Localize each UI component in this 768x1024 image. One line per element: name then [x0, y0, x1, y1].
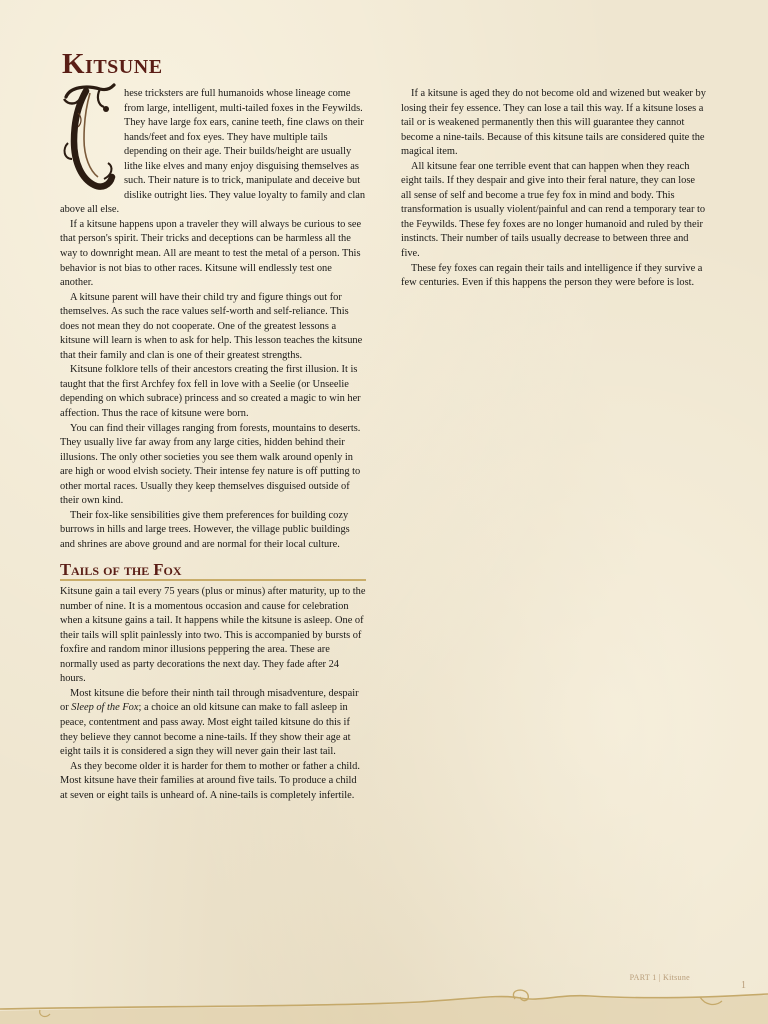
text-run: Most kitsune die before their ninth tail through misadventure, despair or [60, 687, 359, 714]
body-paragraph [60, 687, 366, 760]
page-title: Kitsune [62, 48, 163, 80]
body-paragraph: As they become older it is harder for them to mother or father a child. Most kitsune have their families at around five tails. To produce a child at seven or eight tails is unheard of. A nine-tails is completely infertile. [60, 760, 360, 801]
intro-paragraph: hese tricksters are full humanoids whose lineage come from large, intelligent, multi-tailed foxes in the Feywilds. They have large fox ears, canine teeth, fine claws on their hands/feet and fox eyes. They have multiple tails depending on their age. Their builds/height are usually lithe like elves and many enjoy disguising themselves as such. Their nature is to trick, manipulate and deceive but dislike outright lies. They value loyalty to family and clan above all else. [60, 88, 366, 216]
body-paragraph: A kitsune parent will have their child try and figure things out for themselves. As such the race values self-worth and self-reliance. This does not mean they do not cooperate. One of the greatest lessons a kitsune will learn is when to ask for help. This lesson teaches the kitsune that their family and clan is one of their greatest strengths. [60, 291, 363, 361]
footer-ornament-icon [0, 985, 768, 1024]
section-heading-tails: Tails of the Fox [60, 563, 366, 582]
dropcap-letter-icon [60, 83, 116, 191]
footer-label: PART 1 | Kitsune [629, 973, 690, 982]
body-paragraph: Kitsune folklore tells of their ancestors creating the first illusion. It is taught that the first Archfey fox fell in love with a Seelie (or Unseelie depending on which subrace) princess and so created a magic to win her affection. Thus the race of kitsune were born. [60, 364, 361, 420]
body-paragraph: You can find their villages ranging from forests, mountains to deserts. They usually live far away from any large cities, hidden behind their illusions. The only other societies you see them walk around openly in are high or wood elvish society. Their intense fey nature is off putting to other mortal races. Usually they keep themselves disguised outside of their own kind. [60, 422, 361, 507]
body-paragraph: Their fox-like sensibilities give them preferences for building cozy burrows in hills and large trees. However, the village public buildings and shrines are above ground and are normal for their local culture. [60, 509, 350, 550]
body-paragraph: If a kitsune is aged they do not become old and wizened but weaker by losing their fey essence. They can lose a tail this way. If a kitsune loses a tail or is weakened permanently then this will guarantee they cannot become a nine-tails. Because of this kitsune tails are considered quite the magical item. [401, 88, 706, 158]
page-number: 1 [741, 980, 746, 991]
body-paragraph: If a kitsune happens upon a traveler they will always be curious to see that person's spirit. Their tricks and deceptions can be harmless all the way to downright mean. All are meant to test the metal of a person. This behavior is not bias to other races. Kitsune will endlessly test one another. [60, 218, 362, 289]
body-paragraph: Kitsune gain a tail every 75 years (plus or minus) after maturity, up to the number of nine. It is a momentous occasion and cause for celebration when a kitsune gains a tail. It happens while the kitsune is asleep. One of their tails will split painlessly into two. This is accompanied by bursts of foxfire and random minor illusions peppering the area. These are normally used as party decorations the next day. They fade after 24 hours. [60, 586, 366, 685]
text-run: ; a choice an old kitsune can make to fall asleep in peace, contentment and pass away. Most eight tailed kitsune do this if they believe they cannot become a nine-tails. If they show their age at eight tails it is considered a sign they will never gain their last tail. [60, 702, 351, 758]
body-paragraph: These fey foxes can regain their tails and intelligence if they survive a few centuries. Even if this happens the person they were before is lost. [401, 262, 703, 289]
body-paragraph: All kitsune fear one terrible event that can happen when they reach eight tails. If they despair and give into their feral nature, they can lose all sense of self and become a true fey fox in mind and body. This transformation is usually violent/painful and can rend a temporary tear to the Feywilds. These fey foxes are no longer humanoid and ruled by their instincts. Their number of tails usually decrease to between three and five. [401, 160, 706, 260]
right-column [401, 87, 707, 291]
italic-term: Sleep of the Fox [71, 702, 139, 714]
left-column [60, 87, 366, 803]
